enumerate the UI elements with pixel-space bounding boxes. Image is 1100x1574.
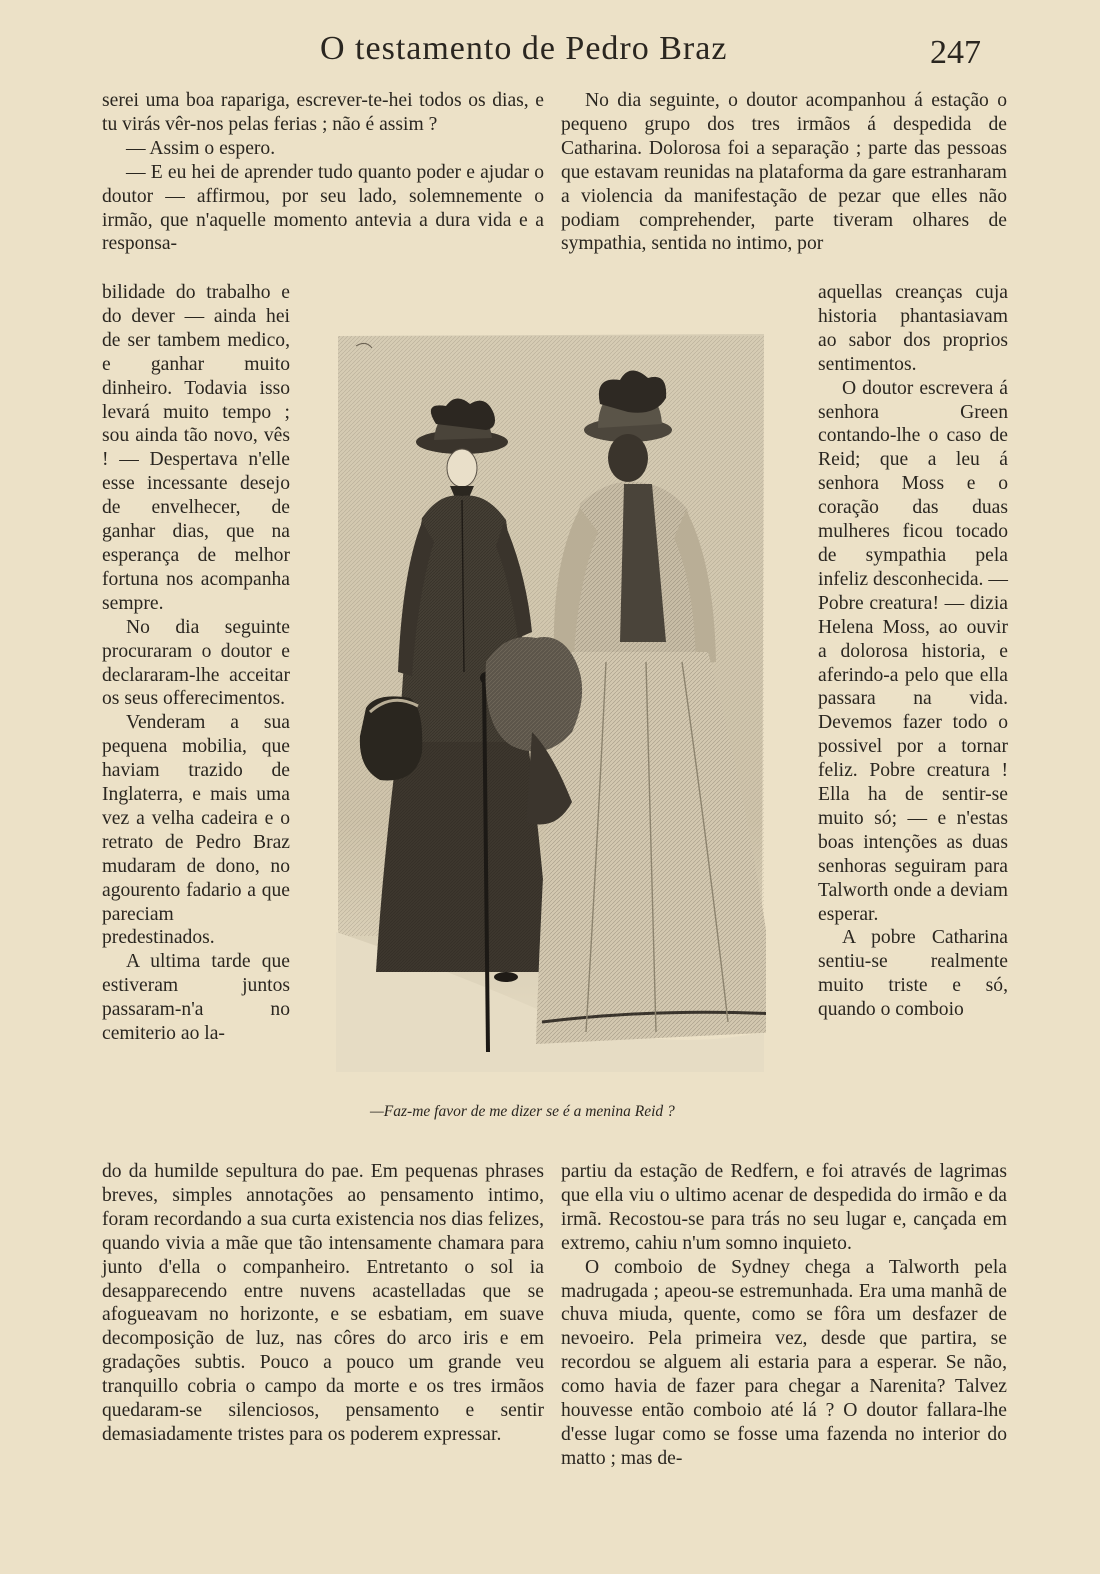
engraving-illustration bbox=[336, 332, 766, 1072]
paragraph: do da humilde sepultura do pae. Em pequenas phrases breves, simples annotações ao pensamento intimo, foram recordando a sua curta existencia nos dias felizes, quando vivia a mãe que tão intensamente chamara para junto d'ella o companheiro. Entretanto o sol ia desapparecendo entre nuvens acastelladas que se afogueavam no horizonte, e se esbatiam, em suave decomposição de luz, nas côres do arco iris e em gradações subtis. Pouco a pouco um grande veu tranquillo cobria o campo da morte e os tres irmãos quedaram-se silenciosos, pensamento e sentir demasiadamente tristes para os poderem expressar. bbox=[102, 1161, 544, 1445]
paragraph: bilidade do trabalho e do dever — ainda hei de ser tambem medico, e ganhar muito dinheiro. Todavia isso levará muito tempo ; sou ainda tão novo, vês ! — Despertava n'elle esse incessante desejo de envelhecer, de ganhar dias, que na esperança de melhor fortuna nos acompanha sempre. bbox=[102, 282, 290, 614]
page-number: 247 bbox=[930, 34, 981, 71]
paragraph: O doutor escrevera á senhora Green contando-lhe o caso de Reid; que a leu á senhora Moss e o coração das duas mulheres ficou tocado de sympathia pela infeliz desconhecida. — Pobre creatura! — dizia Helena Moss, ao ouvir a dolorosa historia, e aferindo-a pelo que ella passara na vida. Devemos fazer todo o possivel por a tornar feliz. Pobre creatura ! Ella ha de sentir-se muito só; — e n'estas boas intenções as duas senhoras seguiram para Talworth onde a deviam esperar. bbox=[818, 377, 1008, 925]
left-column-narrow bbox=[102, 281, 290, 1046]
illustration-caption: —Faz-me favor de me dizer se é a menina Reid ? bbox=[370, 1103, 675, 1120]
paragraph: No dia seguinte, o doutor acompanhou á estação o pequeno grupo dos tres irmãos á despedida de Catharina. Dolorosa foi a separação ; parte das pessoas que estavam reunidas na plataforma da gare estranharam a violencia da manifestação de pezar que elles não podiam comprehender, parte tiveram olhares de sympathia, sentida no intimo, por bbox=[561, 90, 1007, 255]
running-title: O testamento de Pedro Braz bbox=[320, 30, 728, 67]
paragraph: serei uma boa rapariga, escrever-te-hei todos os dias, e tu virás vêr-nos pelas ferias ; não é assim ? bbox=[102, 90, 544, 135]
two-women-engraving bbox=[336, 332, 766, 1072]
paragraph: — E eu hei de aprender tudo quanto poder e ajudar o doutor — affirmou, por seu lado, solemnemente o irmão, que n'aquelle momento antevia a dura vida e a responsa- bbox=[102, 161, 544, 255]
paragraph: O comboio de Sydney chega a Talworth pela madrugada ; apeou-se estremunhada. Era uma manhã de chuva miuda, quente, como se fôra um desfazer de nevoeiro. Pela primeira vez, desde que partira, se recordou se alguem ali estaria para a esperar. Se não, como havia de fazer para chegar a Narenita? Talvez houvesse então comboio até lá ? O doutor fallara-lhe d'esse lugar como se fosse uma fazenda no interior do matto ; mas de- bbox=[561, 1256, 1007, 1469]
paragraph: A pobre Catharina sentiu-se realmente muito triste e só, quando o comboio bbox=[818, 927, 1008, 1021]
paragraph: No dia seguinte procuraram o doutor e declararam-lhe acceitar os seus offerecimentos. bbox=[102, 616, 290, 710]
paragraph: A ultima tarde que estiveram juntos passaram-n'a no cemiterio ao la- bbox=[102, 951, 290, 1045]
paragraph: — Assim o espero. bbox=[126, 137, 276, 159]
left-column-bottom bbox=[102, 1160, 544, 1447]
paragraph: aquellas creanças cuja historia phantasiavam ao sabor dos proprios sentimentos. bbox=[818, 282, 1008, 375]
right-column-top bbox=[561, 89, 1007, 256]
paragraph: Venderam a sua pequena mobilia, que haviam trazido de Inglaterra, e mais uma vez a velha cadeira e o retrato de Pedro Braz mudaram de dono, no agourento fadario a que pareciam predestinados. bbox=[102, 712, 290, 949]
left-column-top bbox=[102, 89, 544, 256]
paragraph: partiu da estação de Redfern, e foi através de lagrimas que ella viu o ultimo acenar de despedida do irmão e da irmã. Recostou-se para trás no seu lugar e, cançada em extremo, cahiu n'um somno inquieto. bbox=[561, 1161, 1007, 1254]
right-column-narrow bbox=[818, 281, 1008, 1022]
right-column-bottom bbox=[561, 1160, 1007, 1471]
